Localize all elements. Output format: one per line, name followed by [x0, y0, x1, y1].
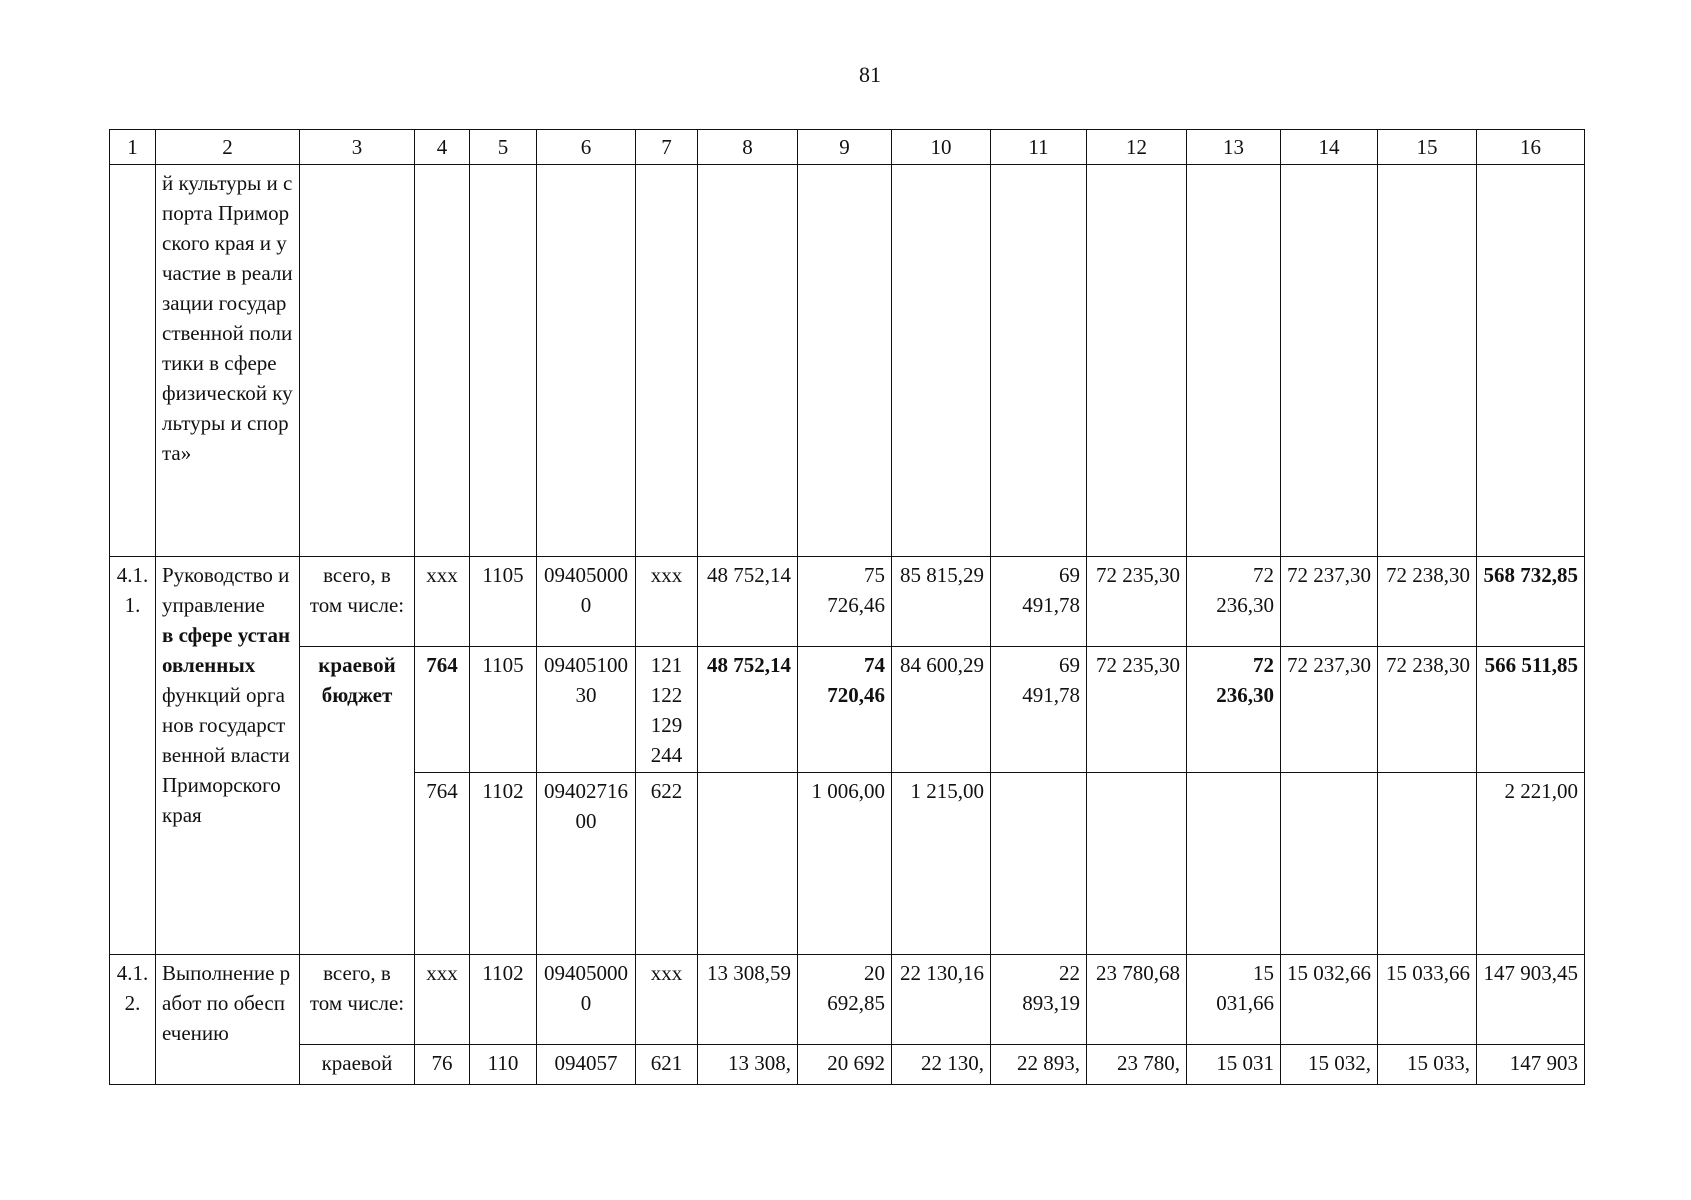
table-cell: 094050000 [537, 955, 636, 1045]
table-cell [698, 773, 798, 955]
table-cell: 15 033, [1378, 1045, 1477, 1085]
table-cell: 566 511,85 [1477, 647, 1585, 773]
table-cell: 15 031 [1187, 1045, 1281, 1085]
table-cell: 72 237,30 [1281, 557, 1378, 647]
table-cell: 15 032,66 [1281, 955, 1378, 1045]
table-cell: 15 031,66 [1187, 955, 1281, 1045]
table-cell: 72 238,30 [1378, 647, 1477, 773]
table-row [110, 647, 1585, 773]
table-cell: 22 130,16 [892, 955, 991, 1045]
table-cell: 72 237,30 [1281, 647, 1378, 773]
table-cell [892, 165, 991, 557]
table-cell: 72 236,30 [1187, 557, 1281, 647]
table-cell: 13 308,59 [698, 955, 798, 1045]
table-cell: 48 752,14 [698, 647, 798, 773]
table-row [110, 955, 1585, 1045]
table-cell [537, 165, 636, 557]
header-cell: 13 [1187, 130, 1281, 165]
page-number: 81 [859, 62, 881, 87]
table-cell: 1 006,00 [798, 773, 892, 955]
table-cell [156, 165, 300, 557]
header-cell: 6 [537, 130, 636, 165]
item-number: 4.1.2. [110, 955, 156, 1085]
table-cell: 74 720,46 [798, 647, 892, 773]
table-cell [1087, 773, 1187, 955]
table-cell: 48 752,14 [698, 557, 798, 647]
table-cell: 22 893, [991, 1045, 1087, 1085]
table-cell [1187, 773, 1281, 955]
item-name: Выполнение работ по обеспечению [156, 955, 300, 1085]
table-cell [636, 165, 698, 557]
header-cell: 16 [1477, 130, 1585, 165]
table-cell [415, 165, 470, 557]
funding-source: всего, в том числе: [300, 955, 415, 1045]
table-cell: 110 [470, 1045, 537, 1085]
header-cell: 10 [892, 130, 991, 165]
table-cell: 69 491,78 [991, 647, 1087, 773]
table-cell: ххх [636, 955, 698, 1045]
table-cell: 69 491,78 [991, 557, 1087, 647]
header-cell: 11 [991, 130, 1087, 165]
table-cell [1281, 773, 1378, 955]
table-cell: 72 235,30 [1087, 647, 1187, 773]
table-cell: 15 032, [1281, 1045, 1378, 1085]
item-name: Руководство и управление в сфере установленных функций органов государственной власти Приморского края [156, 557, 300, 955]
table-cell: 622 [636, 773, 698, 955]
table-cell [470, 165, 537, 557]
table-cell: 84 600,29 [892, 647, 991, 773]
table-cell: 85 815,29 [892, 557, 991, 647]
table-cell: 23 780, [1087, 1045, 1187, 1085]
header-cell: 15 [1378, 130, 1477, 165]
header-cell: 3 [300, 130, 415, 165]
table-cell: 1102 [470, 773, 537, 955]
table-cell: 764 [415, 647, 470, 773]
table-cell: 20 692,85 [798, 955, 892, 1045]
header-cell: 5 [470, 130, 537, 165]
table-cell [1087, 165, 1187, 557]
table-cell: 568 732,85 [1477, 557, 1585, 647]
header-cell: 4 [415, 130, 470, 165]
table-cell: 0940271600 [537, 773, 636, 955]
table-row [110, 1045, 1585, 1085]
funding-source: всего, в том числе: [300, 557, 415, 647]
table-cell [1187, 165, 1281, 557]
table-cell: 72 235,30 [1087, 557, 1187, 647]
table-cell: 2 221,00 [1477, 773, 1585, 955]
item-number: 4.1.1. [110, 557, 156, 955]
budget-table [109, 129, 1585, 1085]
header-cell: 9 [798, 130, 892, 165]
table-row [110, 165, 1585, 557]
table-cell [1477, 165, 1585, 557]
table-cell: ххх [636, 557, 698, 647]
table-cell: 20 692 [798, 1045, 892, 1085]
table-cell [1281, 165, 1378, 557]
table-cell [991, 773, 1087, 955]
funding-source: краевой [300, 1045, 415, 1085]
table-cell [798, 165, 892, 557]
header-cell: 2 [156, 130, 300, 165]
table-cell: 22 130, [892, 1045, 991, 1085]
table-cell [1378, 773, 1477, 955]
table-cell: 13 308, [698, 1045, 798, 1085]
table-cell: ххх [415, 955, 470, 1045]
table-cell [110, 165, 156, 557]
header-cell: 14 [1281, 130, 1378, 165]
item-name-continued: й культуры и спорта Приморского края и участие в реализации государственной политики в сфере физической культуры и спорта» [162, 171, 293, 465]
table-cell: 121 122 129 244 [636, 647, 698, 773]
table-cell: 1102 [470, 955, 537, 1045]
header-row [110, 130, 1585, 165]
table-row [110, 557, 1585, 647]
table-cell: 72 238,30 [1378, 557, 1477, 647]
table-cell: 23 780,68 [1087, 955, 1187, 1045]
table-cell [300, 165, 415, 557]
header-cell: 1 [110, 130, 156, 165]
table-cell [698, 165, 798, 557]
table-cell [991, 165, 1087, 557]
table-cell: 22 893,19 [991, 955, 1087, 1045]
funding-source: краевой бюджет [300, 647, 415, 955]
table-cell: 147 903,45 [1477, 955, 1585, 1045]
header-cell: 12 [1087, 130, 1187, 165]
table-cell: 72 236,30 [1187, 647, 1281, 773]
header-cell: 8 [698, 130, 798, 165]
header-cell: 7 [636, 130, 698, 165]
table-cell: 75 726,46 [798, 557, 892, 647]
table-cell: 621 [636, 1045, 698, 1085]
table-cell: 15 033,66 [1378, 955, 1477, 1045]
table-cell: 764 [415, 773, 470, 955]
table-cell: 76 [415, 1045, 470, 1085]
table-cell: 0940510030 [537, 647, 636, 773]
table-cell [1378, 165, 1477, 557]
table-cell: 094057 [537, 1045, 636, 1085]
table-cell: 094050000 [537, 557, 636, 647]
table-cell: ххх [415, 557, 470, 647]
table-cell: 1105 [470, 557, 537, 647]
table-cell: 147 903 [1477, 1045, 1585, 1085]
table-cell: 1105 [470, 647, 537, 773]
table-cell: 1 215,00 [892, 773, 991, 955]
